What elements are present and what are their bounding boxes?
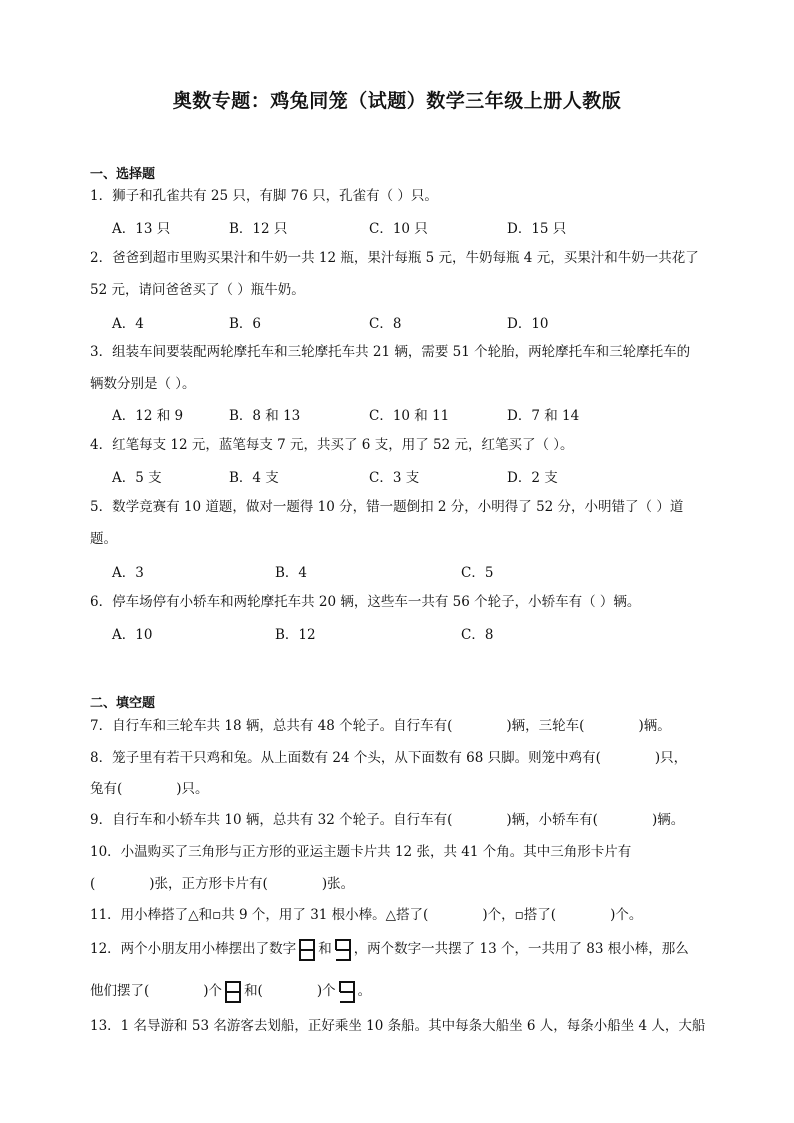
question-13-line-1: 13．1 名导游和 53 名游客去划船，正好乘坐 10 条船。其中每条大船坐 6 人，每条小船坐 4 人，大船 xyxy=(90,1018,706,1034)
square-icon: ▫ xyxy=(212,907,222,923)
q12-text-3: ，两个数字一共摆了 13 个，一共用了 83 根小棒，那么 xyxy=(353,941,689,957)
q2-option-a: A．4 xyxy=(112,316,144,332)
q3-option-d: D．7 和 14 xyxy=(507,408,580,424)
q12-text-5: )个 xyxy=(203,983,223,999)
q11-text-7: )个。 xyxy=(610,907,643,923)
q11-text-4: 搭了( xyxy=(396,907,429,923)
q9-text-3: )辆。 xyxy=(651,812,685,828)
question-5-line-1: 5．数学竞赛有 10 道题，做对一题得 10 分，错一题倒扣 2 分，小明得了 52 分，小明错了（ ）道 xyxy=(90,499,684,515)
q11-text-1: 11．用小棒搭了 xyxy=(90,907,189,923)
question-2-line-2: 52 元，请问爸爸买了（ ）瓶牛奶。 xyxy=(90,282,305,298)
q1-option-d: D．15 只 xyxy=(507,221,567,237)
q12-text-7: )个 xyxy=(316,983,336,999)
digit-eight-icon xyxy=(298,938,316,962)
q5-option-a: A．3 xyxy=(112,565,144,581)
q7-text-1: 7．自行车和三轮车共 18 辆，总共有 48 个轮子。自行车有( xyxy=(90,718,453,734)
q4-option-c: C．3 支 xyxy=(369,470,420,486)
digit-nine-icon xyxy=(338,980,356,1004)
triangle-icon: △ xyxy=(385,907,397,923)
question-10-line-1: 10．小温购买了三角形与正方形的亚运主题卡片共 12 张，共 41 个角。其中三角形卡片有 xyxy=(90,844,632,860)
q5-option-c: C．5 xyxy=(461,565,494,581)
q1-option-b: B．12 只 xyxy=(229,221,288,237)
q6-option-a: A．10 xyxy=(112,627,153,643)
question-4: 4．红笔每支 12 元，蓝笔每支 7 元，共买了 6 支，用了 52 元，红笔买了（ ）。 xyxy=(90,437,574,453)
question-8-line-2 xyxy=(90,779,710,799)
q10-text-1: ( xyxy=(90,876,96,892)
q11-text-5: )个， xyxy=(482,907,515,923)
q7-text-3: )辆。 xyxy=(638,718,671,734)
q1-option-a: A．13 只 xyxy=(112,221,171,237)
question-8-line-1 xyxy=(90,748,710,768)
question-9 xyxy=(90,810,710,830)
q12-text-1: 12．两个小朋友用小棒摆出了数字 xyxy=(90,941,297,957)
q12-text-2: 和 xyxy=(318,941,332,957)
q9-text-1: 9．自行车和小轿车共 10 辆，总共有 32 个轮子。自行车有( xyxy=(90,812,453,828)
q2-option-b: B．6 xyxy=(229,316,262,332)
q10-text-3: )张。 xyxy=(321,876,355,892)
digit-nine-icon xyxy=(334,938,352,962)
triangle-icon: △ xyxy=(188,907,199,923)
q11-text-6: 搭了( xyxy=(523,907,557,923)
question-11 xyxy=(90,905,710,925)
q4-option-a: A．5 支 xyxy=(112,470,162,486)
q8-text-1: 8．笼子里有若干只鸡和兔。从上面数有 24 个头，从下面数有 68 只脚。则笼中鸡有( xyxy=(90,750,601,766)
q7-text-2: )辆，三轮车( xyxy=(506,718,585,734)
q9-text-2: )辆，小轿车有( xyxy=(506,812,598,828)
q12-text-6: 和( xyxy=(244,983,263,999)
q1-option-c: C．10 只 xyxy=(369,221,428,237)
square-icon: ▫ xyxy=(514,907,524,923)
q3-option-c: C．10 和 11 xyxy=(369,408,450,424)
q6-option-c: C．8 xyxy=(461,627,494,643)
q5-option-b: B．4 xyxy=(275,565,308,581)
q8-text-4: )只。 xyxy=(176,781,209,797)
digit-eight-icon xyxy=(224,980,242,1004)
question-12-line-1 xyxy=(90,936,710,962)
q4-option-d: D．2 支 xyxy=(507,470,558,486)
q12-text-4: 他们摆了( xyxy=(90,983,150,999)
q10-text-2: )张，正方形卡片有( xyxy=(149,876,268,892)
question-6: 6．停车场停有小轿车和两轮摩托车共 20 辆，这些车一共有 56 个轮子，小轿车有（ ）辆。 xyxy=(90,594,641,610)
question-1: 1．狮子和孔雀共有 25 只，有脚 76 只，孔雀有（ ）只。 xyxy=(90,188,438,204)
q2-option-c: C．8 xyxy=(369,316,402,332)
q11-text-2: 和 xyxy=(198,907,213,923)
page-title: 奥数专题：鸡兔同笼（试题）数学三年级上册人教版 xyxy=(172,90,622,112)
section-fill-heading: 二、填空题 xyxy=(90,696,156,711)
question-2-line-1: 2．爸爸到超市里购买果汁和牛奶一共 12 瓶，果汁每瓶 5 元，牛奶每瓶 4 元，买果汁和牛奶一共花了 xyxy=(90,250,699,266)
q4-option-b: B．4 支 xyxy=(229,470,279,486)
q6-option-b: B．12 xyxy=(275,627,316,643)
question-5-line-2: 题。 xyxy=(90,531,117,547)
q2-option-d: D．10 xyxy=(507,316,549,332)
question-3-line-2: 辆数分别是（ ）。 xyxy=(90,376,196,392)
q8-text-3: 兔有( xyxy=(90,781,123,797)
section-choice-heading: 一、选择题 xyxy=(90,167,156,182)
q8-text-2: )只， xyxy=(654,750,688,766)
question-12-line-2 xyxy=(90,978,710,1004)
q11-text-3: 共 9 个，用了 31 根小棒。 xyxy=(221,907,386,923)
question-7 xyxy=(90,716,710,736)
q3-option-b: B．8 和 13 xyxy=(229,408,301,424)
q3-option-a: A．12 和 9 xyxy=(112,408,184,424)
question-3-line-1: 3．组装车间要装配两轮摩托车和三轮摩托车共 21 辆，需要 51 个轮胎，两轮摩托车和三轮摩托车的 xyxy=(90,344,691,360)
q12-text-8: 。 xyxy=(357,983,372,999)
question-10-line-2 xyxy=(90,874,710,894)
